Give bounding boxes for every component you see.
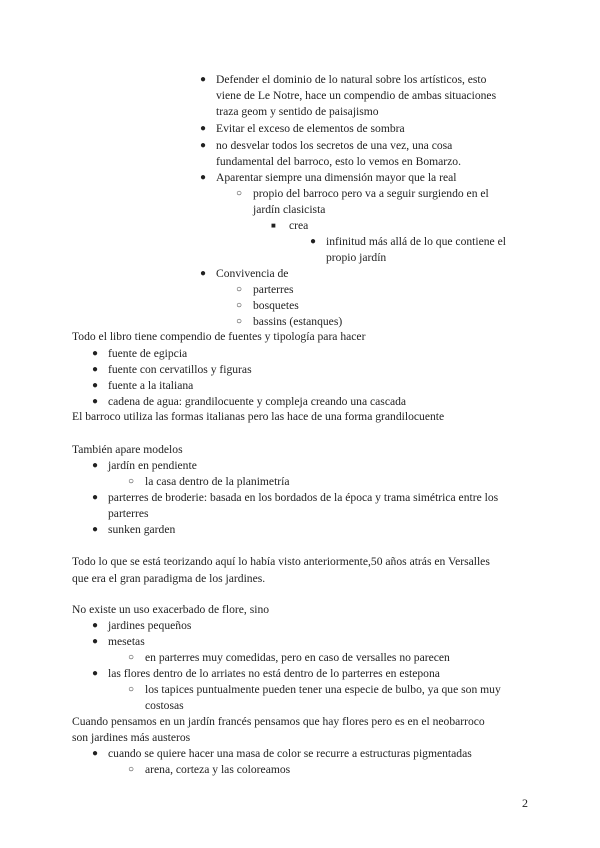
- bullet-disc-icon: ●: [92, 348, 99, 359]
- bullet-disc-icon: ●: [92, 364, 99, 375]
- text-line: fundamental del barroco, esto lo vemos en Bomarzo.: [216, 155, 462, 168]
- text-line: Aparentar siempre una dimensión mayor que la real: [216, 171, 457, 184]
- text-line: propio del barroco pero va a seguir surgiendo en el: [253, 187, 489, 200]
- text-line: propio jardín: [326, 251, 387, 264]
- text-line: bosquetes: [253, 299, 299, 312]
- bullet-disc-icon: ●: [200, 268, 207, 279]
- text-line: bassins (estanques): [253, 315, 343, 328]
- bullet-disc-icon: ●: [92, 524, 99, 535]
- bullet-circle-icon: ○: [128, 764, 135, 775]
- text-line: parterres: [108, 507, 149, 520]
- paragraph-line: El barroco utiliza las formas italianas pero las hace de una forma grandilocuente: [72, 410, 445, 423]
- text-line: infinitud más allá de lo que contiene el: [326, 235, 506, 248]
- bullet-disc-icon: ●: [92, 396, 99, 407]
- text-line: jardines pequeños: [108, 619, 192, 632]
- bullet-disc-icon: ●: [200, 172, 207, 183]
- bullet-circle-icon: ○: [128, 476, 135, 487]
- text-line: Defender el dominio de lo natural sobre los artísticos, esto: [216, 73, 487, 86]
- bullet-disc-icon: ●: [92, 748, 99, 759]
- text-line: en parterres muy comedidas, pero en caso de versalles no parecen: [145, 651, 450, 664]
- text-line: cadena de agua: grandilocuente y compleja creando una cascada: [108, 395, 407, 408]
- text-line: arena, corteza y las coloreamos: [145, 763, 291, 776]
- bullet-disc-icon: ●: [92, 460, 99, 471]
- bullet-disc-icon: ●: [92, 620, 99, 631]
- text-line: crea: [289, 219, 309, 232]
- text-line: fuente con cervatillos y figuras: [108, 363, 252, 376]
- text-line: parterres de broderie: basada en los bordados de la época y trama simétrica entre los: [108, 491, 499, 504]
- page-number: 2: [522, 796, 528, 810]
- paragraph-line: que era el gran paradigma de los jardines.: [72, 572, 266, 585]
- paragraph-line: son jardines más austeros: [72, 731, 191, 744]
- bullet-disc-icon: ●: [200, 123, 207, 134]
- paragraph-line: Todo el libro tiene compendio de fuentes y tipología para hacer: [72, 330, 366, 343]
- text-line: sunken garden: [108, 523, 176, 536]
- bullet-disc-icon: ●: [310, 236, 317, 247]
- bullet-disc-icon: ●: [200, 140, 207, 151]
- text-line: mesetas: [108, 635, 145, 648]
- bullet-disc-icon: ●: [92, 636, 99, 647]
- bullet-circle-icon: ○: [236, 284, 243, 295]
- text-line: jardín clasicista: [253, 203, 326, 216]
- bullet-circle-icon: ○: [236, 316, 243, 327]
- text-line: las flores dentro de lo arriates no está dentro de lo parterres en estepona: [108, 667, 440, 680]
- text-line: cuando se quiere hacer una masa de color se recurre a estructuras pigmentadas: [108, 747, 472, 760]
- bullet-circle-icon: ○: [128, 684, 135, 695]
- text-line: jardín en pendiente: [108, 459, 197, 472]
- bullet-square-icon: ■: [271, 221, 276, 230]
- text-line: Evitar el exceso de elementos de sombra: [216, 122, 405, 135]
- bullet-disc-icon: ●: [200, 74, 207, 85]
- text-line: parterres: [253, 283, 294, 296]
- bullet-disc-icon: ●: [92, 668, 99, 679]
- text-line: no desvelar todos los secretos de una vez, una cosa: [216, 139, 453, 152]
- paragraph-line: Todo lo que se está teorizando aquí lo había visto anteriormente,50 años atrás en Versalles: [72, 555, 490, 568]
- text-line: Convivencia de: [216, 267, 289, 280]
- text-line: fuente a la italiana: [108, 379, 194, 392]
- paragraph-line: No existe un uso exacerbado de flore, sino: [72, 603, 270, 616]
- bullet-circle-icon: ○: [236, 300, 243, 311]
- text-line: traza geom y sentido de paisajismo: [216, 105, 379, 118]
- text-line: la casa dentro de la planimetría: [145, 475, 290, 488]
- text-line: costosas: [145, 699, 184, 712]
- text-line: fuente de egipcia: [108, 347, 188, 360]
- bullet-circle-icon: ○: [128, 652, 135, 663]
- bullet-disc-icon: ●: [92, 492, 99, 503]
- paragraph-line: Cuando pensamos en un jardín francés pensamos que hay flores pero es en el neobarroco: [72, 715, 485, 728]
- bullet-circle-icon: ○: [236, 188, 243, 199]
- text-line: viene de Le Notre, hace un compendio de ambas situaciones: [216, 89, 497, 102]
- paragraph-line: También apare modelos: [72, 443, 183, 456]
- bullet-disc-icon: ●: [92, 380, 99, 391]
- text-line: los tapices puntualmente pueden tener una especie de bulbo, ya que son muy: [145, 683, 501, 696]
